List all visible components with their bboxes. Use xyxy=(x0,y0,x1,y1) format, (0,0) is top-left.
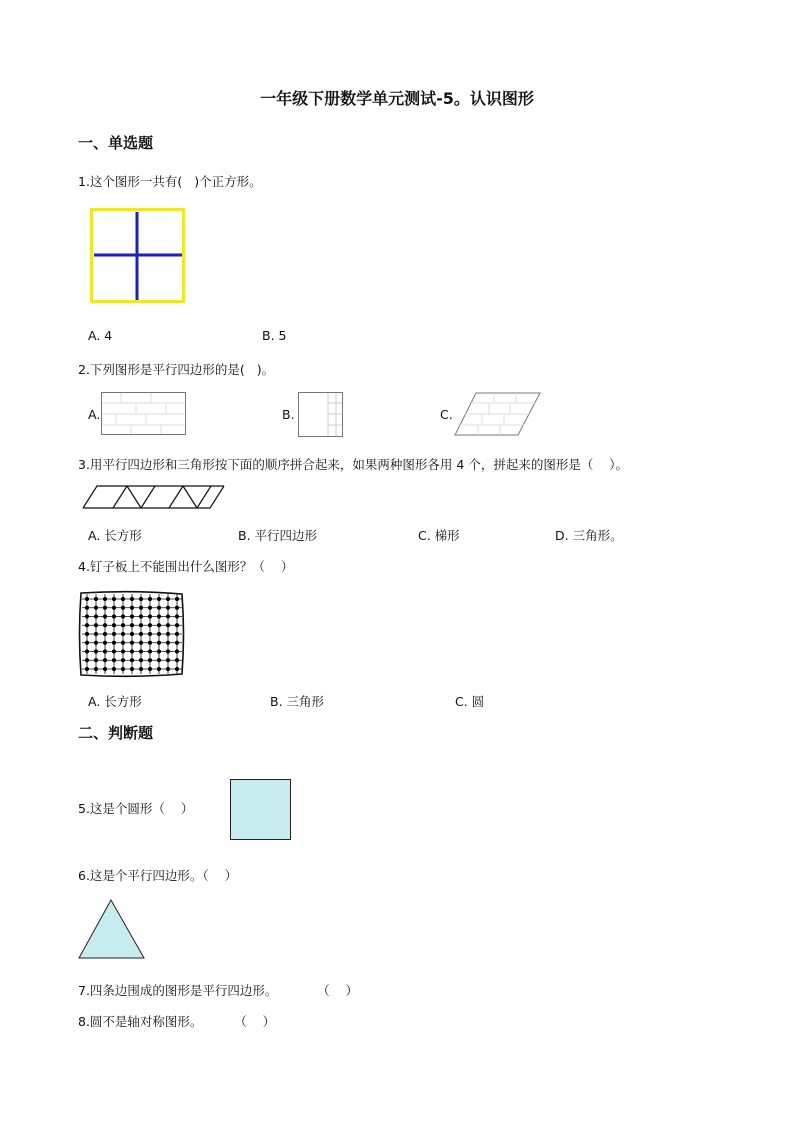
nail-dot xyxy=(121,623,125,627)
nail-dot xyxy=(166,641,170,645)
nail-dot xyxy=(157,606,161,610)
nail-dot xyxy=(103,658,107,662)
nail-dot xyxy=(94,641,98,645)
nail-dot xyxy=(166,623,170,627)
nail-dot xyxy=(139,606,143,610)
nail-dot xyxy=(121,606,125,610)
q3-option-d[interactable]: D. 三角形。 xyxy=(555,528,623,543)
nail-dot xyxy=(85,649,89,653)
nail-dot xyxy=(148,606,152,610)
square-with-cross-figure xyxy=(90,208,186,304)
nail-dot xyxy=(157,623,161,627)
nail-dot xyxy=(112,614,116,618)
nail-dot xyxy=(175,623,179,627)
nail-dot xyxy=(130,632,134,636)
parallelogram-triangle-strip-figure xyxy=(83,485,225,509)
q4-option-c[interactable]: C. 圆 xyxy=(455,694,485,709)
nail-dot xyxy=(148,649,152,653)
nail-dot xyxy=(103,614,107,618)
cyan-triangle-figure xyxy=(78,899,146,959)
nail-dot xyxy=(139,623,143,627)
nail-dot xyxy=(103,667,107,671)
nail-dot xyxy=(112,632,116,636)
q4-option-a[interactable]: A. 长方形 xyxy=(88,694,142,709)
nail-dot xyxy=(112,597,116,601)
nail-dot xyxy=(166,658,170,662)
nail-dot xyxy=(130,614,134,618)
nail-dot xyxy=(121,597,125,601)
nail-dot xyxy=(139,632,143,636)
nail-dot xyxy=(157,597,161,601)
nail-dot xyxy=(121,658,125,662)
nail-dot xyxy=(85,614,89,618)
nail-dot xyxy=(112,606,116,610)
q3-option-b[interactable]: B. 平行四边形 xyxy=(238,528,318,543)
nail-dot xyxy=(121,641,125,645)
nail-dot xyxy=(112,658,116,662)
nail-dot xyxy=(157,649,161,653)
nail-dot xyxy=(175,614,179,618)
nail-dot xyxy=(103,641,107,645)
page-title: 一年级下册数学单元测试-5。认识图形 xyxy=(260,89,534,108)
parallelogram-brick-figure xyxy=(454,392,542,436)
nail-dot xyxy=(130,667,134,671)
nail-dot xyxy=(166,632,170,636)
square-brick-figure xyxy=(298,392,344,438)
nail-dot xyxy=(139,667,143,671)
nail-dot xyxy=(148,658,152,662)
q2-option-b[interactable]: B. xyxy=(282,407,295,422)
nail-dot xyxy=(157,641,161,645)
nail-dot xyxy=(166,667,170,671)
nail-dot xyxy=(94,623,98,627)
nail-dot xyxy=(130,658,134,662)
question-7: 7.四条边围成的图形是平行四边形。 （ ） xyxy=(78,983,359,998)
rectangle-brick-figure xyxy=(101,392,187,436)
q2-option-c[interactable]: C. xyxy=(440,407,453,422)
nail-dot xyxy=(103,623,107,627)
nail-dot xyxy=(130,606,134,610)
nail-dot xyxy=(175,606,179,610)
nail-dot xyxy=(85,667,89,671)
nail-dot xyxy=(157,667,161,671)
nail-dot xyxy=(130,597,134,601)
nail-dot xyxy=(85,597,89,601)
nail-dot xyxy=(112,649,116,653)
nail-dot xyxy=(175,658,179,662)
nail-board-figure xyxy=(78,590,186,678)
nail-dot xyxy=(148,667,152,671)
nail-dot xyxy=(94,606,98,610)
q4-option-b[interactable]: B. 三角形 xyxy=(270,694,325,709)
nail-dot xyxy=(157,632,161,636)
nail-dot xyxy=(103,606,107,610)
nail-dot xyxy=(112,641,116,645)
nail-dot xyxy=(103,597,107,601)
nail-dot xyxy=(130,649,134,653)
question-5: 5.这是个圆形（ ） xyxy=(78,801,194,816)
nail-dot xyxy=(175,667,179,671)
nail-dot xyxy=(85,623,89,627)
nail-dot xyxy=(94,632,98,636)
cyan-square-figure xyxy=(230,779,292,841)
nail-dot xyxy=(103,632,107,636)
nail-dot xyxy=(85,606,89,610)
q3-option-c[interactable]: C. 梯形 xyxy=(418,528,460,543)
nail-dot xyxy=(148,632,152,636)
nail-dot xyxy=(121,614,125,618)
nail-dot xyxy=(157,658,161,662)
nail-dot xyxy=(166,606,170,610)
nail-dot xyxy=(139,658,143,662)
nail-dot xyxy=(112,623,116,627)
nail-dot xyxy=(121,649,125,653)
question-3: 3.用平行四边形和三角形按下面的顺序拼合起来，如果两种图形各用 4 个，拼起来的图形是（ ）。 xyxy=(78,457,628,472)
nail-dot xyxy=(139,641,143,645)
nail-dot xyxy=(148,641,152,645)
nail-dot xyxy=(175,641,179,645)
nail-dot xyxy=(139,649,143,653)
nail-dot xyxy=(139,597,143,601)
nail-dot xyxy=(85,641,89,645)
nail-dot xyxy=(148,614,152,618)
q2-option-a[interactable]: A. xyxy=(88,407,101,422)
section-single-choice: 一、单选题 xyxy=(78,134,154,152)
nail-dot xyxy=(94,649,98,653)
nail-dot xyxy=(103,649,107,653)
question-8: 8.圆不是轴对称图形。 （ ） xyxy=(78,1014,276,1029)
nail-dot xyxy=(166,597,170,601)
nail-dot xyxy=(166,649,170,653)
nail-dot xyxy=(139,614,143,618)
nail-dot xyxy=(130,623,134,627)
q1-option-a[interactable]: A. 4 xyxy=(88,328,113,343)
nail-dot xyxy=(121,667,125,671)
nail-dot xyxy=(130,641,134,645)
nail-dot xyxy=(148,597,152,601)
nail-dot xyxy=(85,658,89,662)
question-1: 1.这个图形一共有( )个正方形。 xyxy=(78,174,262,189)
nail-dot xyxy=(94,667,98,671)
nail-dot xyxy=(157,614,161,618)
q3-option-a[interactable]: A. 长方形 xyxy=(88,528,142,543)
nail-dot xyxy=(175,649,179,653)
nail-dot xyxy=(112,667,116,671)
nail-dot xyxy=(175,632,179,636)
q1-option-b[interactable]: B. 5 xyxy=(262,328,287,343)
section-true-false: 二、判断题 xyxy=(78,724,154,742)
nail-dot xyxy=(94,597,98,601)
nail-dot xyxy=(85,632,89,636)
question-2: 2.下列图形是平行四边形的是( )。 xyxy=(78,362,275,377)
nail-dot xyxy=(148,623,152,627)
question-6: 6.这是个平行四边形。（ ） xyxy=(78,868,238,883)
question-4: 4.钉子板上不能围出什么图形？（ ） xyxy=(78,559,294,574)
nail-dot xyxy=(166,614,170,618)
nail-dot xyxy=(121,632,125,636)
nail-dot xyxy=(94,614,98,618)
nail-dot xyxy=(175,597,179,601)
nail-dot xyxy=(94,658,98,662)
